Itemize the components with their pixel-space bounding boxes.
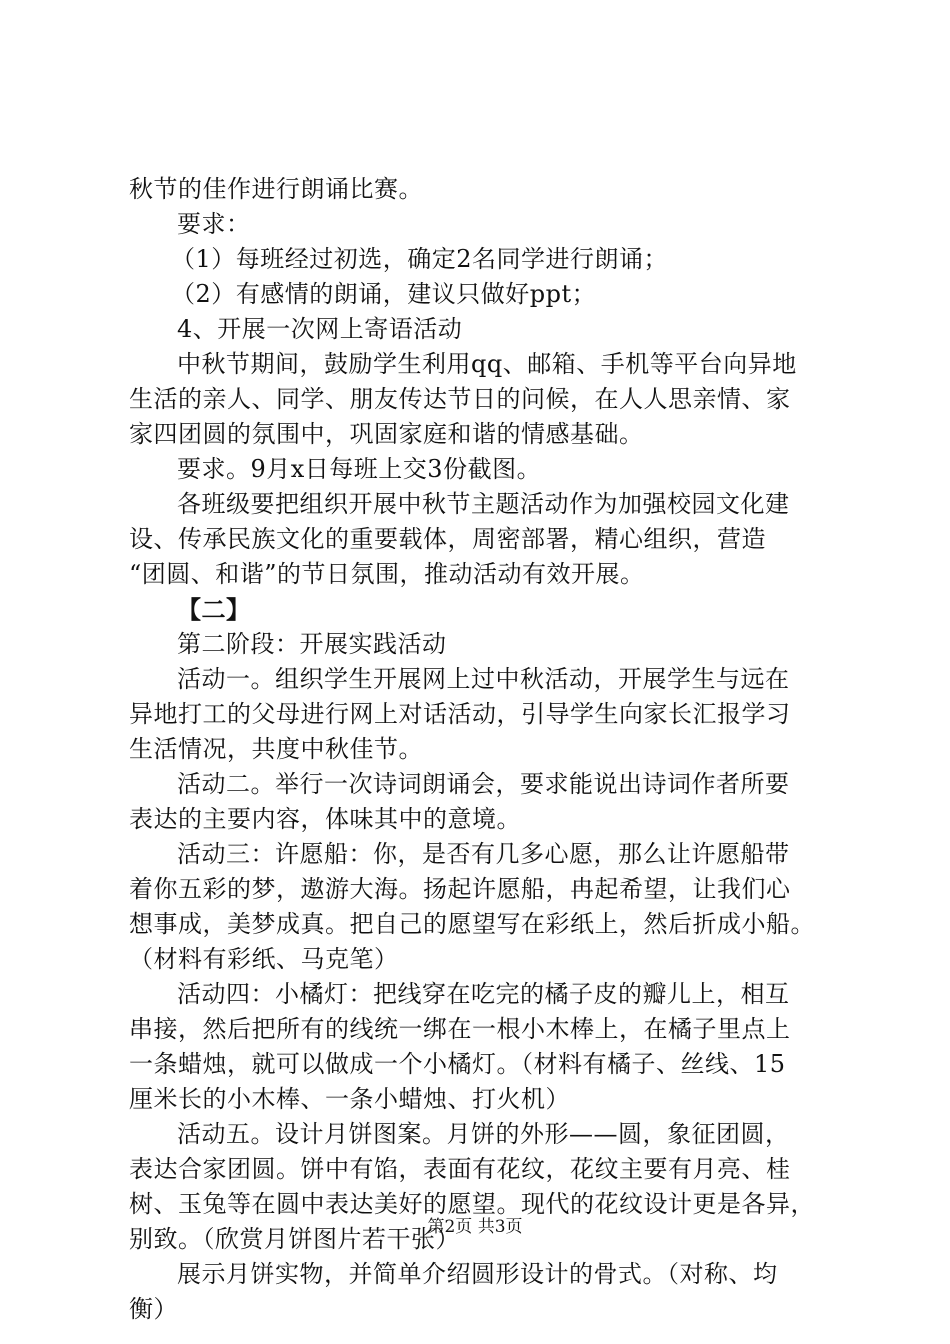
text-line: 家四团圆的氛围中，巩固家庭和谐的情感基础。 (129, 420, 644, 448)
section-heading: 【二】 (177, 595, 251, 624)
text-line: 设、传承民族文化的重要载体，周密部署，精心组织，营造 (129, 525, 766, 553)
text-line: （1）每班经过初选，确定2名同学进行朗诵； (171, 245, 669, 273)
text-line: 一条蜡烛，就可以做成一个小橘灯。（材料有橘子、丝线、15 (129, 1050, 786, 1078)
text-line: 活动五。设计月饼图案。月饼的外形——圆，象征团圆， (177, 1120, 790, 1148)
text-line: 异地打工的父母进行网上对话活动，引导学生向家长汇报学习 (129, 700, 791, 728)
text-line: （材料有彩纸、马克笔） (129, 945, 399, 973)
text-line: 活动四：小橘灯：把线穿在吃完的橘子皮的瓣儿上，相互 (177, 980, 790, 1008)
text-line: 展示月饼实物，并简单介绍圆形设计的骨式。（对称、均 (177, 1260, 778, 1288)
text-line: 厘米长的小木棒、一条小蜡烛、打火机） (129, 1085, 570, 1113)
text-line: 第二阶段：开展实践活动 (177, 630, 447, 658)
text-line: 着你五彩的梦，遨游大海。扬起许愿船，冉起希望，让我们心 (129, 875, 791, 903)
text-line: 活动三：许愿船：你，是否有几多心愿，那么让许愿船带 (177, 840, 790, 868)
text-line: 活动二。举行一次诗词朗诵会，要求能说出诗词作者所要 (177, 770, 790, 798)
text-line: 生活情况，共度中秋佳节。 (129, 735, 423, 763)
text-line: 别致。（欣赏月饼图片若干张） (129, 1225, 460, 1253)
page-footer: 第2页 共3页 (427, 1217, 523, 1237)
text-line: 表达合家团圆。饼中有馅，表面有花纹，花纹主要有月亮、桂 (129, 1155, 791, 1183)
text-line: 想事成，美梦成真。把自己的愿望写在彩纸上，然后折成小船。 (129, 910, 815, 938)
text-line: 活动一。组织学生开展网上过中秋活动，开展学生与远在 (177, 665, 790, 693)
text-line: “团圆、和谐”的节日氛围，推动活动有效开展。 (129, 560, 645, 588)
text-line: 串接，然后把所有的线统一绑在一根小木棒上，在橘子里点上 (129, 1015, 791, 1043)
text-line: 衡） (129, 1295, 178, 1323)
text-line: 各班级要把组织开展中秋节主题活动作为加强校园文化建 (177, 490, 790, 518)
text-line: 4、开展一次网上寄语活动 (177, 315, 463, 343)
document-body (129, 172, 834, 1327)
text-line: 树、玉兔等在圆中表达美好的愿望。现代的花纹设计更是各异， (129, 1190, 815, 1218)
text-line: 要求。9月x日每班上交3份截图。 (177, 455, 542, 483)
text-line: （2）有感情的朗诵，建议只做好ppt； (171, 280, 597, 308)
text-line: 表达的主要内容，体味其中的意境。 (129, 805, 521, 833)
text-line: 秋节的佳作进行朗诵比赛。 (129, 175, 423, 203)
text-line: 中秋节期间，鼓励学生利用qq、邮箱、手机等平台向异地 (177, 350, 797, 378)
text-line: 要求： (177, 210, 251, 238)
text-line: 生活的亲人、同学、朋友传达节日的问候，在人人思亲情、家 (129, 385, 791, 413)
